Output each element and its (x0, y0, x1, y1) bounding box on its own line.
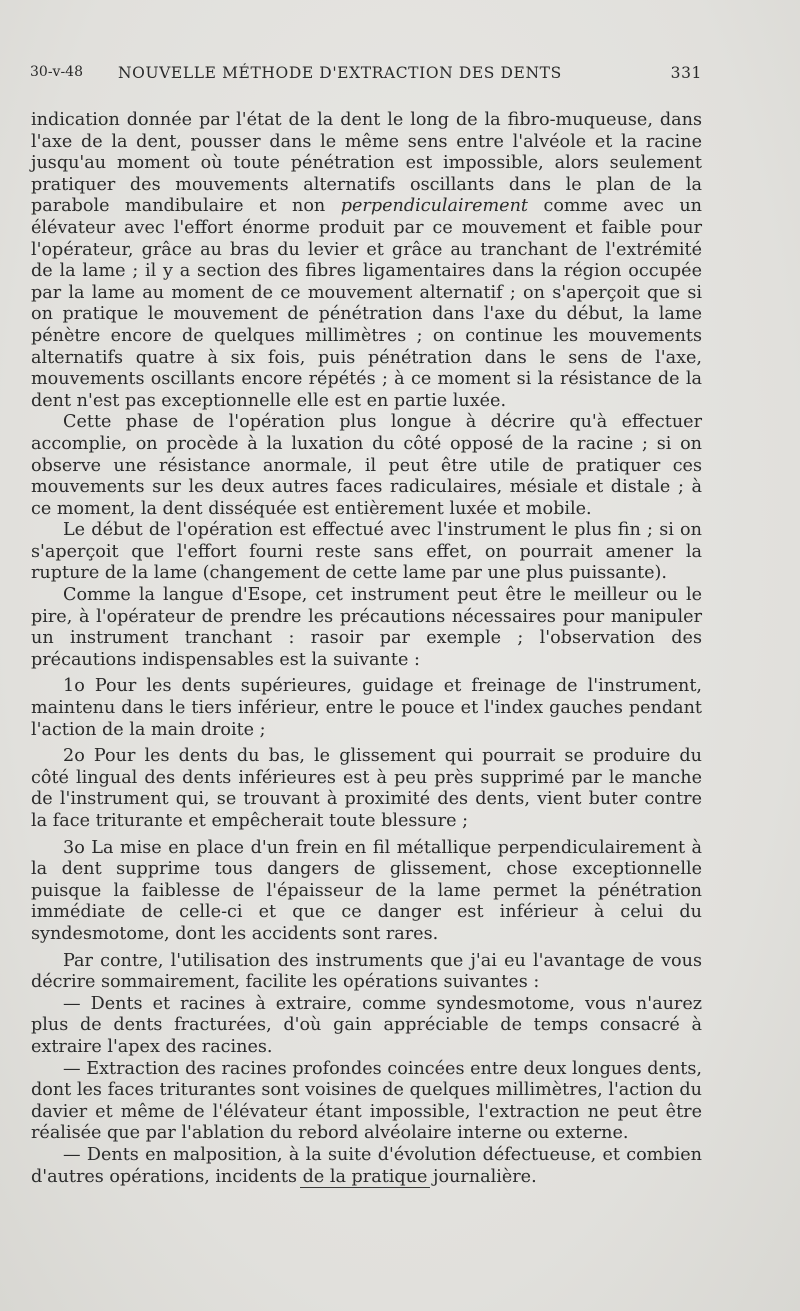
list-item-precaution-2: 2o Pour les dents du bas, le glissement qui pourrait se produire du côté lingual des dents inférieures est à peu près supprimé par le manche de l'instrument qui, se trouvant à proximité des dents, vient buter contre la face triturante et empêcherait toute blessure ; (31, 746, 702, 831)
paragraph: Le début de l'opération est effectué avec l'instrument le plus fin ; si on s'aperçoit que l'effort fourni reste sans effet, on pourrait amener la rupture de la lame (changement de cette lame par une plus puissante). (31, 520, 702, 584)
list-item-operation: — Dents et racines à extraire, comme syndesmotome, vous n'aurez plus de dents fracturées, d'où gain appréciable de temps consacré à extraire l'apex des racines. (31, 993, 702, 1057)
running-header (30, 64, 702, 86)
list-item-precaution-1: 1o Pour les dents supérieures, guidage et freinage de l'instrument, maintenu dans le tiers inférieur, entre le pouce et l'index gauches pendant l'action de la main droite ; (31, 676, 702, 740)
paragraph: Cette phase de l'opération plus longue à décrire qu'à effectuer accomplie, on procède à la luxation du côté opposé de la racine ; si on observe une résistance anormale, il peut être utile de pratiquer ces mouvements sur les deux autres faces radiculaires, mésiale et distale ; à ce moment, la dent disséquée est entièrement luxée et mobile. (31, 412, 702, 519)
paragraph-continued: indication donnée par l'état de la dent le long de la fibro-muqueuse, dans l'axe de la dent, pousser dans le même sens entre l'alvéole et la racine jusqu'au moment où toute pénétration est impossible, alors seulement pratiquer des mouvements alternatifs oscillants dans le plan de la parabole mandibulaire et non perpendiculairement comme avec un élévateur avec l'effort énorme produit par ce mouvement et faible pour l'opérateur, grâce au bras du levier et grâce au tranchant de l'extrémité de la lame ; il y a section des fibres ligamentaires dans la région occupée par la lame au moment de ce mouvement alternatif ; on s'aperçoit que si on pratique le mouvement de pénétration dans l'axe du début, la lame pénètre encore de quelques millimètres ; on continue les mouvements alternatifs quatre à six fois, puis pénétration dans le sens de l'axe, mouvements oscillants encore répétés ; à ce moment si la résistance de la dent n'est pas exceptionnelle elle est en partie luxée. (31, 110, 702, 411)
emphasized-word: perpendiculairement (340, 196, 528, 217)
page-number: 331 (670, 64, 702, 82)
list-item-operation: — Dents en malposition, à la suite d'évolution défectueuse, et combien d'autres opérations, incidents de la pratique journalière. (31, 1144, 702, 1187)
paragraph: Comme la langue d'Esope, cet instrument peut être le meilleur ou le pire, à l'opérateur de prendre les précautions nécessaires pour manipuler un instrument tranchant : rasoir par exemple ; l'observation des précautions indispensables est la suivante : (31, 585, 702, 670)
list-item-precaution-3: 3o La mise en place d'un frein en fil métallique perpendiculairement à la dent supprime tous dangers de glissement, chose exceptionnelle puisque la faiblesse de l'épaisseur de la lame permet la pénétration immédiate de celle-ci et que ce danger est inférieur à celui du syndesmotome, dont les accidents sont rares. (31, 837, 702, 944)
body-text (31, 110, 702, 1188)
running-title: NOUVELLE MÉTHODE D'EXTRACTION DES DENTS (118, 64, 562, 82)
folio-code: 30-v-48 (30, 64, 83, 80)
list-item-operation: — Extraction des racines profondes coincées entre deux longues dents, dont les faces triturantes sont voisines de quelques millimètres, l'action du davier et même de l'élévateur étant impossible, l'extraction ne peut être réalisée que par l'ablation du rebord alvéolaire interne ou externe. (31, 1058, 702, 1144)
end-rule (300, 1187, 430, 1188)
paragraph: Par contre, l'utilisation des instruments que j'ai eu l'avantage de vous décrire sommairement, facilite les opérations suivantes : (31, 950, 702, 993)
